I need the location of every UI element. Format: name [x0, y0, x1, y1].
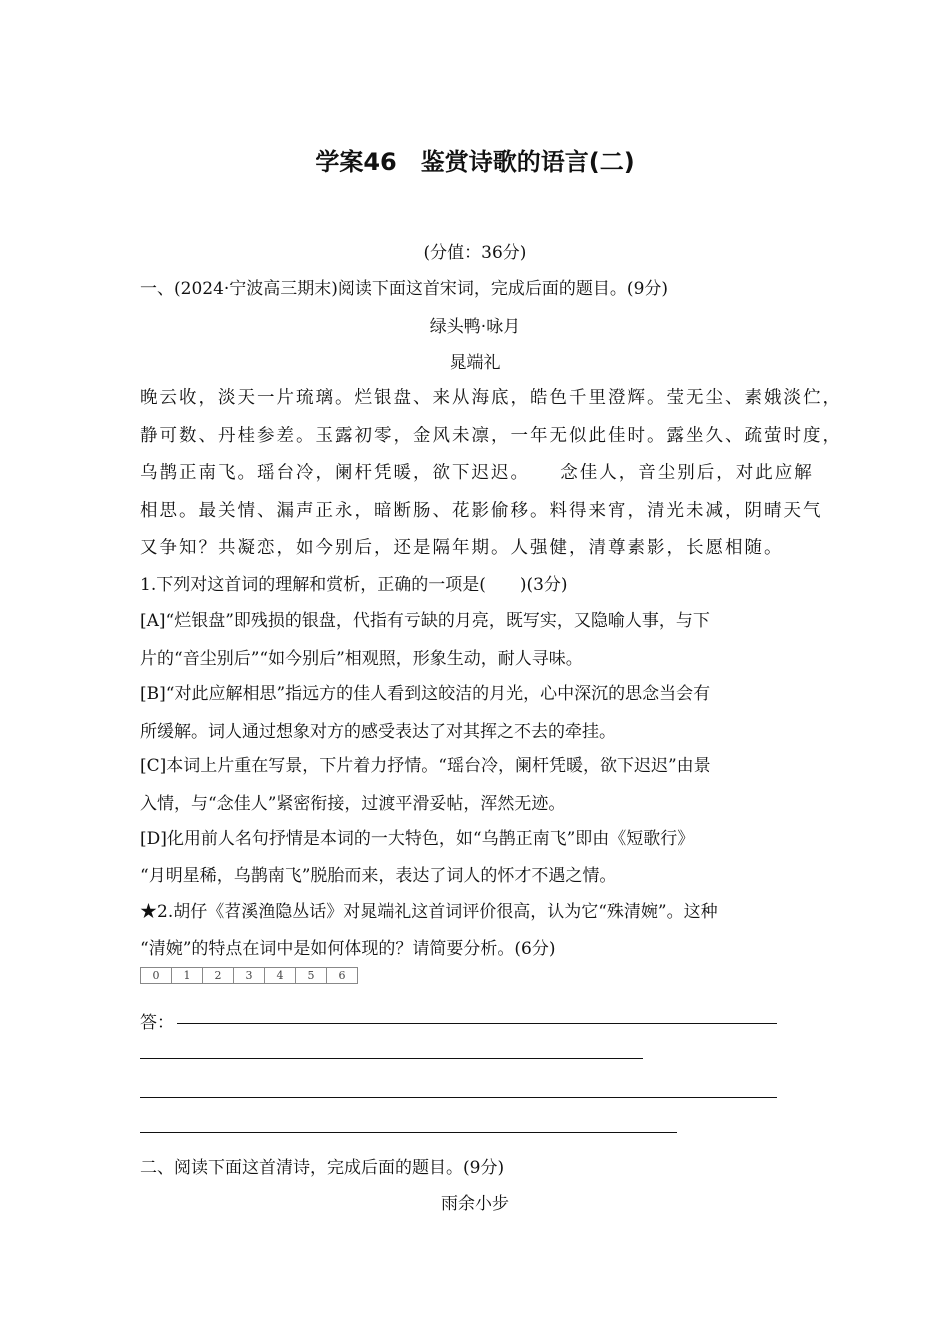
answer-line[interactable] [140, 1097, 777, 1098]
answer-line[interactable] [140, 1132, 677, 1133]
section1-heading: 一、(2024·宁波高三期末)阅读下面这首宋词，完成后面的题目。(9分) [140, 279, 669, 299]
score-cell[interactable]: 1 [172, 968, 203, 983]
option-c-line2: 入情，与“念佳人”紧密衔接，过渡平滑妥帖，浑然无迹。 [140, 794, 566, 814]
option-c-line1: [C]本词上片重在写景，下片着力抒情。“瑶台冷，阑杆凭暖，欲下迟迟”由景 [140, 756, 711, 776]
poem1-line: 静可数、丹桂参差。玉露初零，金风未凛，一年无似此佳时。露坐久、疏萤时度， [140, 426, 842, 446]
score-cell[interactable]: 5 [296, 968, 327, 983]
score-cell[interactable]: 4 [265, 968, 296, 983]
score-cell[interactable]: 3 [234, 968, 265, 983]
poem1-title: 绿头鸭·咏月 [429, 317, 521, 337]
poem1-line: 相思。最关情、漏声正永，暗断肠、花影偷移。料得来宵，清光未减，阴晴天气 [140, 501, 823, 521]
question2-stem-line1: ★2.胡仔《苕溪渔隐丛话》对晁端礼这首词评价很高，认为它“殊清婉”。这种 [140, 902, 718, 922]
question1-stem: 1.下列对这首词的理解和赏析，正确的一项是( )(3分) [140, 575, 568, 595]
option-a-line1: [A]“烂银盘”即残损的银盘，代指有亏缺的月亮，既写实，又隐喻人事，与下 [140, 611, 710, 631]
poem2-title: 雨余小步 [441, 1194, 509, 1214]
question2-stem-line2: “清婉”的特点在词中是如何体现的？请简要分析。(6分) [140, 939, 556, 959]
score-value: (分值：36分) [423, 243, 527, 263]
option-b-line2: 所缓解。词人通过想象对方的感受表达了对其挥之不去的牵挂。 [140, 722, 616, 742]
score-grid [140, 967, 358, 984]
answer-line[interactable] [140, 1058, 643, 1059]
option-a-line2: 片的“音尘别后”“如今别后”相观照，形象生动，耐人寻味。 [140, 649, 583, 669]
option-d-line2: “月明星稀，乌鹊南飞”脱胎而来，表达了词人的怀才不遇之情。 [140, 866, 617, 886]
page-title: 学案46 鉴赏诗歌的语言(二) [315, 148, 635, 176]
score-cell[interactable]: 0 [141, 968, 172, 983]
poem1-line: 又争知？共凝恋，如今别后，还是隔年期。人强健，清尊素影，长愿相随。 [140, 538, 784, 558]
option-b-line1: [B]“对此应解相思”指远方的佳人看到这皎洁的月光，心中深沉的思念当会有 [140, 684, 711, 704]
answer-line[interactable] [177, 1023, 777, 1024]
section2-heading: 二、阅读下面这首清诗，完成后面的题目。(9分) [140, 1158, 505, 1178]
score-cell[interactable]: 2 [203, 968, 234, 983]
score-cell[interactable]: 6 [338, 969, 346, 982]
option-d-line1: [D]化用前人名句抒情是本词的一大特色，如“乌鹊正南飞”即由《短歌行》 [140, 829, 695, 849]
poem1-author: 晁端礼 [449, 353, 501, 373]
answer-label: 答： [140, 1013, 174, 1033]
poem1-line: 晚云收，淡天一片琉璃。烂银盘、来从海底，皓色千里澄辉。莹无尘、素娥淡伫， [140, 388, 842, 408]
poem1-line: 乌鹊正南飞。瑶台冷，阑杆凭暖，欲下迟迟。 念佳人，音尘别后，对此应解 [140, 463, 814, 483]
